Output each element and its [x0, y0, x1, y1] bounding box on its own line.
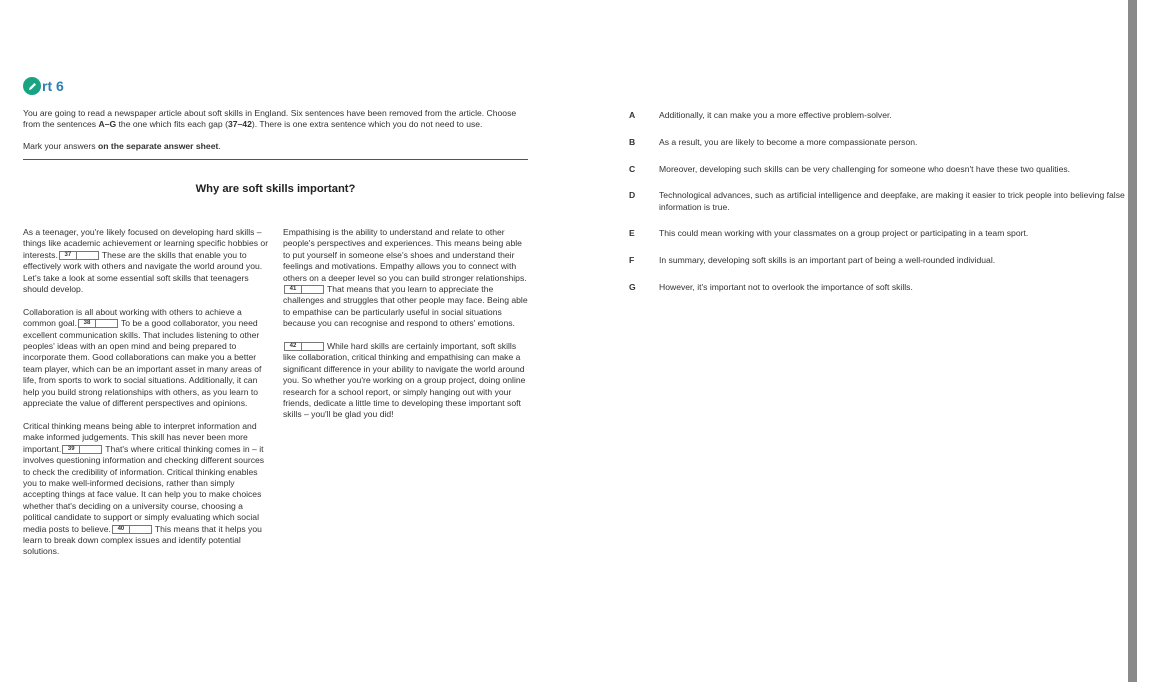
paragraph-empathising: Empathising is the ability to understand and relate to other people's perspectives and experiences. This means being able to put yourself in someone else's shoes and understand their feelings and motivations. Empathy allows you to connect with others on a deeper level so you can build stronger relationships. 41 That means that you learn to appreciate the challenges and struggles that other people may face. Being able to empathise can be particularly useful in social situations because you can recognise and respond to others' emotions.	[283, 227, 528, 329]
instructions-intro: You are going to read a newspaper article about soft skills in England. Six sentences have been removed from the article. Choose from the sentences A–G the one which fits each gap (37–42). There is one extra sentence which you do not need to use.	[23, 108, 517, 130]
option-e[interactable]: E This could mean working with your classmates on a group project or participating in a team sport.	[629, 228, 1029, 239]
option-b[interactable]: B As a result, you are likely to become a more compassionate person.	[629, 136, 918, 147]
section-header	[23, 77, 64, 95]
article-column-left	[23, 227, 269, 569]
option-c[interactable]: C Moreover, developing such skills can be very challenging for someone who doesn't have these two qualities.	[629, 163, 1071, 174]
paragraph-critical-thinking: Critical thinking means being able to interpret information and make informed judgements. This skill has never been more important. 39 That's where critical thinking comes in – it involves questioning information and checking different sources to check the credibility of information. Critical thinking enables you to make well-informed decisions, rather than simply accepting things at face value. It can help you to make choices whether that's deciding on a university course, choosing a political candidate to support or simply evaluating which social media posts to believe. 40 This means that it helps you learn to break down complex issues and identify potential solutions.	[23, 420, 265, 557]
gap-37[interactable]: 37	[59, 251, 99, 260]
paragraph-conclusion: 42 While hard skills are certainly important, soft skills like collaboration, critical thinking and empathising can make a significant difference in your ability to navigate the world around you. So whether you're working on a group project, doing online research for a school report, or simply hanging out with your friends, dedicate a little time to developing these important soft skills – you'll be glad you did!	[283, 341, 526, 420]
option-f[interactable]: F In summary, developing soft skills is an important part of being a well-rounded individual.	[629, 255, 996, 266]
instructions-mark: Mark your answers on the separate answer sheet.	[23, 141, 221, 152]
answer-options	[629, 110, 1134, 309]
part-title: rt 6	[42, 78, 64, 94]
pencil-icon[interactable]	[23, 77, 41, 95]
gap-40[interactable]: 40	[112, 525, 152, 534]
gap-39[interactable]: 39	[62, 445, 102, 454]
paragraph-intro: As a teenager, you're likely focused on developing hard skills – things like academic achievement or learning specific hobbies or interests. 37 These are the skills that enable you to effectively work with others and navigate the world around you. Let's take a look at some essential soft skills that teenagers should develop.	[23, 227, 269, 295]
divider	[23, 159, 528, 160]
article-column-right	[283, 227, 529, 432]
article-title: Why are soft skills important?	[195, 182, 356, 195]
paragraph-collaboration: Collaboration is all about working with others to achieve a common goal. 38 To be a good collaborator, you need excellent communication skills. That includes listening to other peoples' ideas with an open mind and being prepared to incorporate them. Good collaborations can make you a better team player, which can be an important asset in many areas of life, from sports to work to social situations. Additionally, it can help you build strong relationships with others, as you learn to appreciate the value of different perspectives and opinions.	[23, 306, 262, 409]
option-d[interactable]: D Technological advances, such as artificial intelligence and deepfake, are making it easier to trick people into believing false information is true.	[629, 190, 1125, 212]
scrollbar[interactable]	[1128, 0, 1137, 682]
instructions	[23, 108, 528, 195]
gap-38[interactable]: 38	[78, 319, 118, 328]
option-a[interactable]: A Additionally, it can make you a more effective problem-solver.	[629, 110, 892, 120]
gap-41[interactable]: 41	[284, 285, 324, 294]
gap-42[interactable]: 42	[284, 342, 324, 351]
option-g[interactable]: G However, it's important not to overlook the importance of soft skills.	[629, 281, 913, 292]
